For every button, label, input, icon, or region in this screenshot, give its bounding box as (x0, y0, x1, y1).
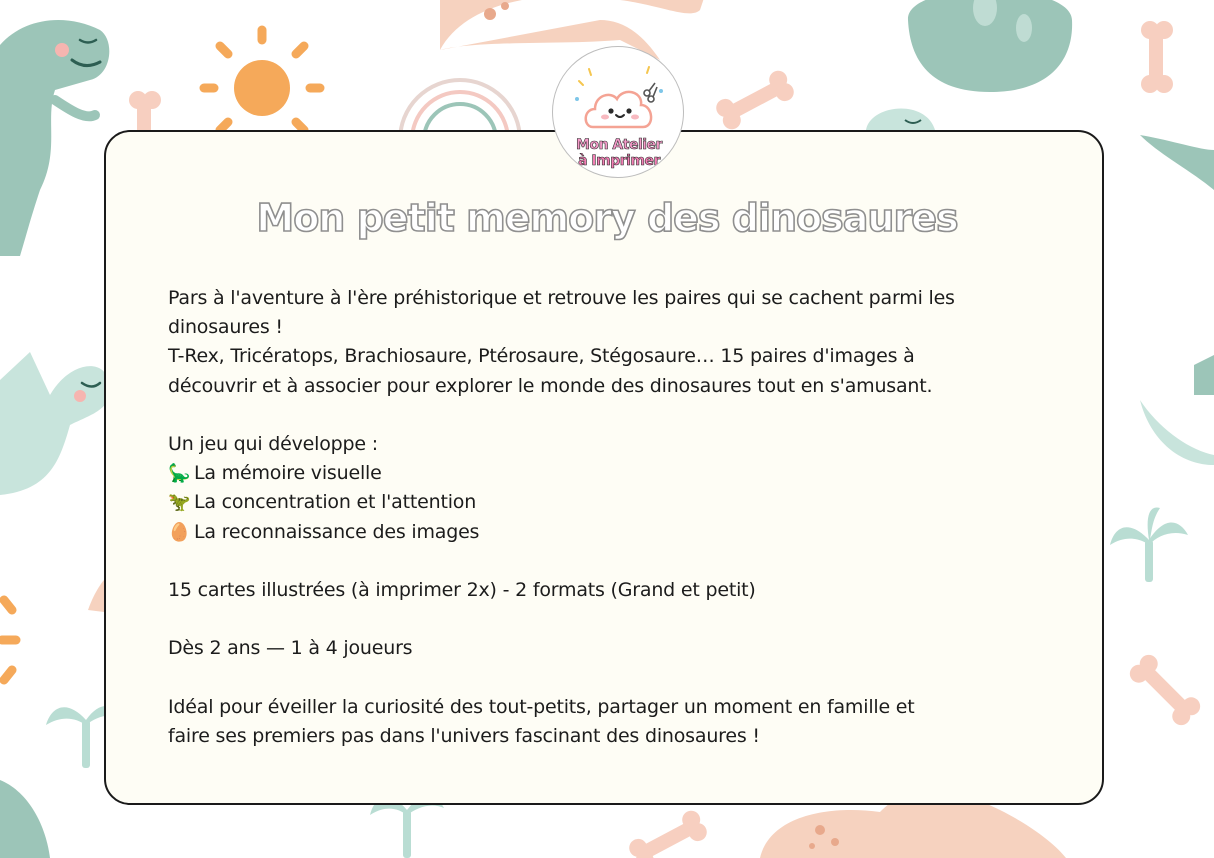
bone-icon (1126, 651, 1204, 729)
logo-text-line1: Mon Atelier (576, 137, 662, 153)
sun-icon (2, 600, 16, 680)
palm-tree-icon (370, 796, 444, 858)
paragraph-line: dinosaures ! (168, 316, 283, 339)
benefits-intro: Un jeu qui développe : (168, 433, 378, 455)
dinosaur-head-icon (908, 0, 1072, 92)
paragraph-line: faire ses premiers pas dans l'univers fascinant des dinosaures ! (168, 724, 760, 747)
dinosaur-head-icon (866, 109, 935, 130)
list-item-label: La mémoire visuelle (194, 462, 382, 485)
cards-info: 15 cartes illustrées (à imprimer 2x) - 2 formats (Grand et petit) (168, 579, 756, 601)
bone-icon (129, 91, 161, 135)
page-title: Mon petit memory des dinosaures (256, 196, 958, 240)
description-text (168, 284, 1048, 751)
bone-icon (713, 68, 797, 133)
list-item (168, 488, 1048, 517)
paragraph-line: T-Rex, Tricératops, Brachiosaure, Ptérosaure, Stégosaure… 15 paires d'images à (168, 345, 915, 368)
brand-logo (552, 46, 684, 178)
bone-icon (1141, 21, 1173, 93)
trex-icon: 🦖 (168, 492, 191, 514)
dinosaur-icon (0, 780, 50, 858)
dinosaur-icon (0, 352, 110, 495)
paragraph-line: Pars à l'aventure à l'ère préhistorique et retrouve les paires qui se cachent parmi les (168, 287, 955, 309)
dinosaur-tail-icon (1140, 135, 1214, 190)
age-players-info: Dès 2 ans — 1 à 4 joueurs (168, 637, 413, 660)
dinosaur-icon (1140, 355, 1214, 465)
palm-tree-icon (1110, 507, 1188, 582)
bone-icon (626, 808, 710, 858)
sauropod-icon: 🦕 (168, 463, 191, 485)
scissors-icon (644, 83, 657, 102)
list-item-label: La reconnaissance des images (194, 520, 480, 543)
list-item-label: La concentration et l'attention (194, 491, 477, 514)
sun-icon (204, 30, 320, 146)
logo-text-line2: à Imprimer (578, 153, 660, 169)
paragraph-line: découvrir et à associer pour explorer le monde des dinosaures tout en s'amusant. (168, 374, 933, 397)
egg-icon: 🥚 (168, 521, 191, 543)
paragraph-line: Idéal pour éveiller la curiosité des tout-petits, partager un moment en famille et (168, 695, 915, 718)
list-item (168, 518, 1048, 547)
list-item (168, 459, 1048, 488)
